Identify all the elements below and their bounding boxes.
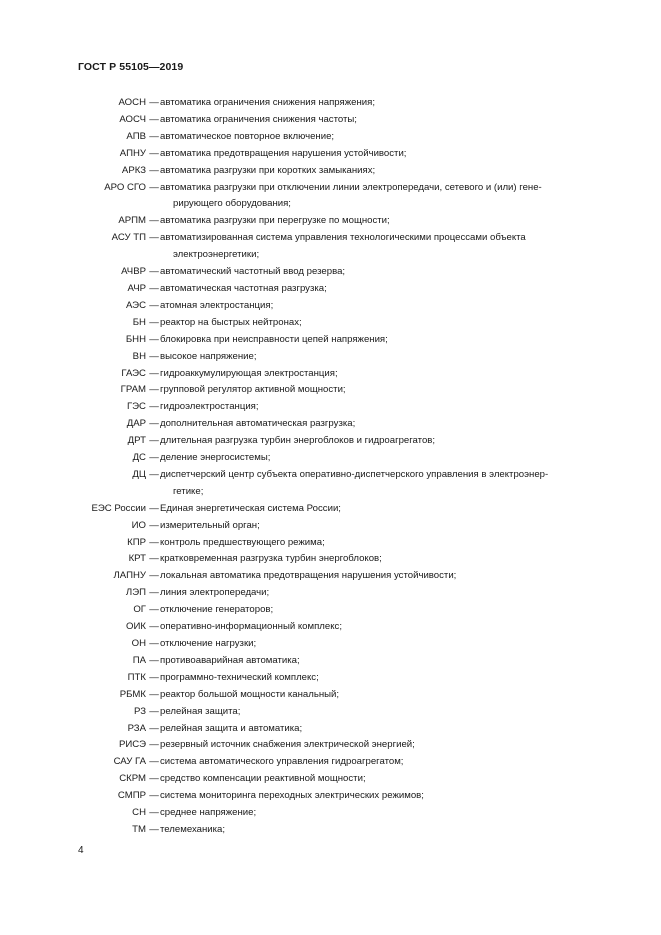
- abbreviation-dash: —: [149, 807, 159, 819]
- definition-text: автоматика ограничения снижения напряжения;: [160, 97, 375, 108]
- abbreviation-entry: [0, 95, 661, 112]
- abbreviation-definition: [160, 551, 614, 568]
- abbreviation-term: СКРМ: [119, 773, 146, 785]
- abbreviation-term: АПНУ: [119, 147, 146, 159]
- definition-text: деление энергосистемы;: [160, 452, 271, 464]
- definition-text: гидроэлектростанция;: [160, 401, 259, 413]
- abbreviation-definition: [160, 281, 614, 298]
- abbreviation-definition: [160, 704, 614, 721]
- definition-text: диспетчерский центр субъекта оперативно-диспетчерского управления в электроэнер-: [160, 468, 549, 480]
- abbreviation-term: КРТ: [128, 553, 146, 565]
- abbreviation-definition: [160, 568, 614, 585]
- abbreviation-entry: [0, 349, 661, 366]
- abbreviation-dash: —: [149, 468, 159, 480]
- abbreviation-term: ГЭС: [126, 401, 146, 413]
- abbreviation-term: ОН: [131, 638, 146, 649]
- abbreviation-definition: [160, 737, 614, 754]
- abbreviation-definition: [160, 163, 614, 180]
- abbreviation-definition: [160, 670, 614, 687]
- definition-text: телемеханика;: [160, 823, 226, 835]
- abbreviation-definition: [160, 298, 614, 315]
- abbreviation-definition: [160, 822, 614, 839]
- definition-text: Единая энергетическая система России;: [160, 502, 341, 514]
- abbreviation-definition: [160, 636, 614, 653]
- abbreviation-dash: —: [149, 113, 159, 125]
- abbreviation-term: ЕЭС России: [91, 502, 146, 514]
- abbreviation-entry: [0, 754, 661, 771]
- abbreviation-term: КПР: [127, 536, 146, 548]
- abbreviation-entry: [0, 112, 661, 129]
- abbreviation-term: БНН: [125, 333, 146, 345]
- definition-text: автоматика разгрузки при коротких замыканиях;: [160, 164, 376, 176]
- definition-text: дополнительная автоматическая разгрузка;: [160, 418, 356, 430]
- abbreviation-entry: [0, 518, 661, 535]
- abbreviation-dash: —: [149, 502, 159, 514]
- abbreviation-entry: [0, 315, 661, 332]
- definition-text: блокировка при неисправности цепей напряжения;: [160, 333, 388, 345]
- abbreviation-entry: [0, 180, 661, 214]
- abbreviation-dash: —: [149, 536, 159, 548]
- abbreviation-term: АЧР: [127, 282, 146, 294]
- abbreviation-entry: [0, 281, 661, 298]
- definition-text: длительная разгрузка турбин энергоблоков и гидроагрегатов;: [160, 435, 436, 447]
- abbreviation-term: АЧВР: [121, 266, 146, 278]
- abbreviation-definition: [160, 416, 614, 433]
- abbreviation-term: ГАЭС: [121, 367, 146, 379]
- abbreviation-entry: [0, 551, 661, 568]
- abbreviation-dash: —: [149, 164, 159, 176]
- abbreviation-term: ГРАМ: [120, 384, 146, 396]
- definition-text: автоматический частотный ввод резерва;: [160, 266, 346, 278]
- abbreviation-entry: [0, 213, 661, 230]
- definition-text: среднее напряжение;: [160, 807, 257, 819]
- abbreviation-term: ПТК: [127, 671, 146, 683]
- abbreviation-dash: —: [149, 705, 159, 717]
- abbreviation-term: АРКЗ: [121, 164, 146, 176]
- abbreviation-definition: [160, 213, 614, 230]
- abbreviation-term: ОГ: [133, 604, 146, 616]
- abbreviation-definition: [160, 771, 614, 788]
- abbreviation-entry: [0, 585, 661, 602]
- definition-continuation: рирующего оборудования;: [173, 198, 291, 210]
- abbreviation-entry: [0, 535, 661, 552]
- abbreviation-term: РЗА: [127, 722, 146, 734]
- abbreviation-dash: —: [149, 722, 159, 734]
- abbreviation-entry: [0, 298, 661, 315]
- abbreviation-entry: [0, 501, 661, 518]
- definition-text: программно-технический комплекс;: [160, 671, 319, 683]
- abbreviation-dash: —: [149, 232, 159, 244]
- abbreviation-entry: [0, 568, 661, 585]
- abbreviation-term: ДРТ: [127, 435, 146, 447]
- abbreviation-entry: [0, 653, 661, 670]
- abbreviation-definition: [160, 467, 614, 501]
- abbreviation-dash: —: [149, 671, 159, 683]
- abbreviation-term: РЗ: [134, 705, 146, 717]
- abbreviation-definition: [160, 95, 614, 112]
- abbreviation-definition: [160, 788, 614, 805]
- abbreviation-dash: —: [149, 773, 159, 785]
- abbreviation-definition: [160, 754, 614, 771]
- abbreviation-term: ДС: [132, 452, 146, 464]
- definition-text: отключение нагрузки;: [160, 638, 257, 649]
- abbreviation-term: АПВ: [126, 130, 146, 142]
- abbreviation-dash: —: [149, 350, 159, 362]
- abbreviation-definition: [160, 180, 614, 214]
- definition-text: система мониторинга переходных электрических режимов;: [160, 790, 424, 802]
- abbreviation-dash: —: [149, 316, 159, 328]
- abbreviation-definition: [160, 721, 614, 738]
- abbreviation-term: АСУ ТП: [111, 232, 146, 244]
- abbreviation-definition: [160, 349, 614, 366]
- abbreviation-dash: —: [149, 519, 159, 531]
- abbreviation-definition: [160, 619, 614, 636]
- abbreviation-term: АРПМ: [118, 215, 146, 227]
- abbreviation-dash: —: [149, 367, 159, 379]
- abbreviation-entry: [0, 704, 661, 721]
- definition-text: локальная автоматика предотвращения нарушения устойчивости;: [160, 570, 457, 582]
- abbreviation-term: ПА: [132, 654, 146, 666]
- abbreviation-definition: [160, 653, 614, 670]
- abbreviation-definition: [160, 805, 614, 822]
- abbreviation-definition: [160, 433, 614, 450]
- abbreviation-entry: [0, 264, 661, 281]
- abbreviation-entry: [0, 737, 661, 754]
- abbreviation-term: АРО СГО: [104, 181, 146, 193]
- abbreviation-dash: —: [149, 621, 159, 633]
- abbreviation-definition: [160, 366, 614, 383]
- abbreviation-term: ВН: [132, 350, 146, 362]
- abbreviation-dash: —: [149, 418, 159, 430]
- abbreviation-entry: [0, 788, 661, 805]
- abbreviation-dash: —: [149, 790, 159, 802]
- definition-text: средство компенсации реактивной мощности;: [160, 773, 366, 785]
- abbreviation-definition: [160, 264, 614, 281]
- abbreviation-dash: —: [149, 570, 159, 582]
- abbreviation-dash: —: [149, 401, 159, 413]
- abbreviation-definition: [160, 146, 614, 163]
- abbreviation-entry: [0, 382, 661, 399]
- definition-text: релейная защита;: [160, 705, 241, 717]
- abbreviation-term: АОСН: [118, 97, 146, 108]
- abbreviation-dash: —: [149, 130, 159, 142]
- definition-text: система автоматического управления гидроагрегатом;: [160, 756, 404, 768]
- abbreviation-entry: [0, 366, 661, 383]
- abbreviation-list: [0, 95, 661, 839]
- abbreviation-dash: —: [149, 97, 159, 108]
- abbreviation-entry: [0, 146, 661, 163]
- abbreviation-term: РБМК: [119, 688, 146, 700]
- abbreviation-entry: [0, 687, 661, 704]
- abbreviation-entry: [0, 636, 661, 653]
- abbreviation-term: БН: [132, 316, 146, 328]
- abbreviation-definition: [160, 112, 614, 129]
- abbreviation-term: АОСЧ: [119, 113, 146, 125]
- abbreviation-entry: [0, 230, 661, 264]
- definition-text: кратковременная разгрузка турбин энергоблоков;: [160, 553, 382, 565]
- abbreviation-definition: [160, 501, 614, 518]
- definition-text: высокое напряжение;: [160, 350, 257, 362]
- abbreviation-dash: —: [149, 688, 159, 700]
- definition-text: реактор на быстрых нейтронах;: [160, 316, 302, 328]
- abbreviation-entry: [0, 433, 661, 450]
- definition-text: автоматика предотвращения нарушения устойчивости;: [160, 147, 407, 159]
- abbreviation-definition: [160, 129, 614, 146]
- abbreviation-dash: —: [149, 299, 159, 311]
- abbreviation-entry: [0, 450, 661, 467]
- abbreviation-term: АЭС: [125, 299, 146, 311]
- abbreviation-entry: [0, 602, 661, 619]
- abbreviation-dash: —: [149, 739, 159, 751]
- abbreviation-entry: [0, 332, 661, 349]
- abbreviation-entry: [0, 805, 661, 822]
- abbreviation-dash: —: [149, 266, 159, 278]
- abbreviation-entry: [0, 721, 661, 738]
- abbreviation-definition: [160, 382, 614, 399]
- definition-text: атомная электростанция;: [160, 299, 274, 311]
- definition-text: групповой регулятор активной мощности;: [160, 384, 346, 396]
- definition-text: автоматическая частотная разгрузка;: [160, 282, 327, 294]
- abbreviation-term: ТМ: [132, 823, 146, 835]
- abbreviation-entry: [0, 129, 661, 146]
- definition-text: оперативно-информационный комплекс;: [160, 621, 342, 633]
- abbreviation-dash: —: [149, 587, 159, 599]
- abbreviation-term: СМПР: [117, 790, 146, 802]
- abbreviation-dash: —: [149, 823, 159, 835]
- abbreviation-definition: [160, 602, 614, 619]
- abbreviation-entry: [0, 670, 661, 687]
- abbreviation-term: САУ ГА: [113, 756, 146, 768]
- abbreviation-dash: —: [149, 333, 159, 345]
- definition-continuation: гетике;: [173, 485, 204, 497]
- definition-text: автоматика разгрузки при перегрузке по мощности;: [160, 215, 390, 227]
- abbreviation-entry: [0, 822, 661, 839]
- definition-text: противоаварийная автоматика;: [160, 654, 300, 666]
- abbreviation-entry: [0, 163, 661, 180]
- definition-continuation: электроэнергетики;: [173, 249, 260, 261]
- definition-text: отключение генераторов;: [160, 604, 274, 616]
- definition-text: гидроаккумулирующая электростанция;: [160, 367, 338, 379]
- abbreviation-term: СН: [132, 807, 146, 819]
- definition-text: линия электропередачи;: [160, 587, 270, 599]
- definition-text: автоматика разгрузки при отключении линии электропередачи, сетевого и (или) гене-: [160, 181, 542, 193]
- abbreviation-term: ИО: [131, 519, 146, 531]
- abbreviation-dash: —: [149, 638, 159, 649]
- abbreviation-dash: —: [149, 452, 159, 464]
- definition-text: автоматика ограничения снижения частоты;: [160, 113, 357, 125]
- abbreviation-term: РИСЭ: [118, 739, 146, 751]
- abbreviation-dash: —: [149, 553, 159, 565]
- abbreviation-term: ОИК: [126, 621, 146, 633]
- abbreviation-definition: [160, 315, 614, 332]
- abbreviation-dash: —: [149, 384, 159, 396]
- abbreviation-term: ДЦ: [132, 468, 146, 480]
- abbreviation-term: ДАР: [126, 418, 146, 430]
- abbreviation-entry: [0, 467, 661, 501]
- abbreviation-entry: [0, 619, 661, 636]
- abbreviation-definition: [160, 518, 614, 535]
- abbreviation-dash: —: [149, 282, 159, 294]
- page-number: 4: [78, 845, 84, 856]
- definition-text: контроль предшествующего режима;: [160, 536, 325, 548]
- abbreviation-definition: [160, 585, 614, 602]
- abbreviation-definition: [160, 332, 614, 349]
- abbreviation-dash: —: [149, 654, 159, 666]
- abbreviation-dash: —: [149, 604, 159, 616]
- abbreviation-term: ЛАПНУ: [113, 570, 146, 582]
- abbreviation-dash: —: [149, 435, 159, 447]
- abbreviation-definition: [160, 687, 614, 704]
- definition-text: автоматическое повторное включение;: [160, 130, 335, 142]
- document-header: ГОСТ Р 55105—2019: [78, 61, 184, 73]
- definition-text: измерительный орган;: [160, 519, 260, 531]
- abbreviation-definition: [160, 230, 614, 264]
- abbreviation-dash: —: [149, 215, 159, 227]
- abbreviation-entry: [0, 771, 661, 788]
- abbreviation-entry: [0, 399, 661, 416]
- abbreviation-definition: [160, 450, 614, 467]
- abbreviation-dash: —: [149, 756, 159, 768]
- abbreviation-dash: —: [149, 181, 159, 193]
- definition-text: автоматизированная система управления технологическими процессами объекта: [160, 232, 526, 244]
- definition-text: релейная защита и автоматика;: [160, 722, 303, 734]
- abbreviation-term: ЛЭП: [125, 587, 146, 599]
- definition-text: реактор большой мощности канальный;: [160, 688, 340, 700]
- abbreviation-entry: [0, 416, 661, 433]
- abbreviation-definition: [160, 399, 614, 416]
- abbreviation-definition: [160, 535, 614, 552]
- abbreviation-dash: —: [149, 147, 159, 159]
- definition-text: резервный источник снабжения электрической энергией;: [160, 739, 415, 751]
